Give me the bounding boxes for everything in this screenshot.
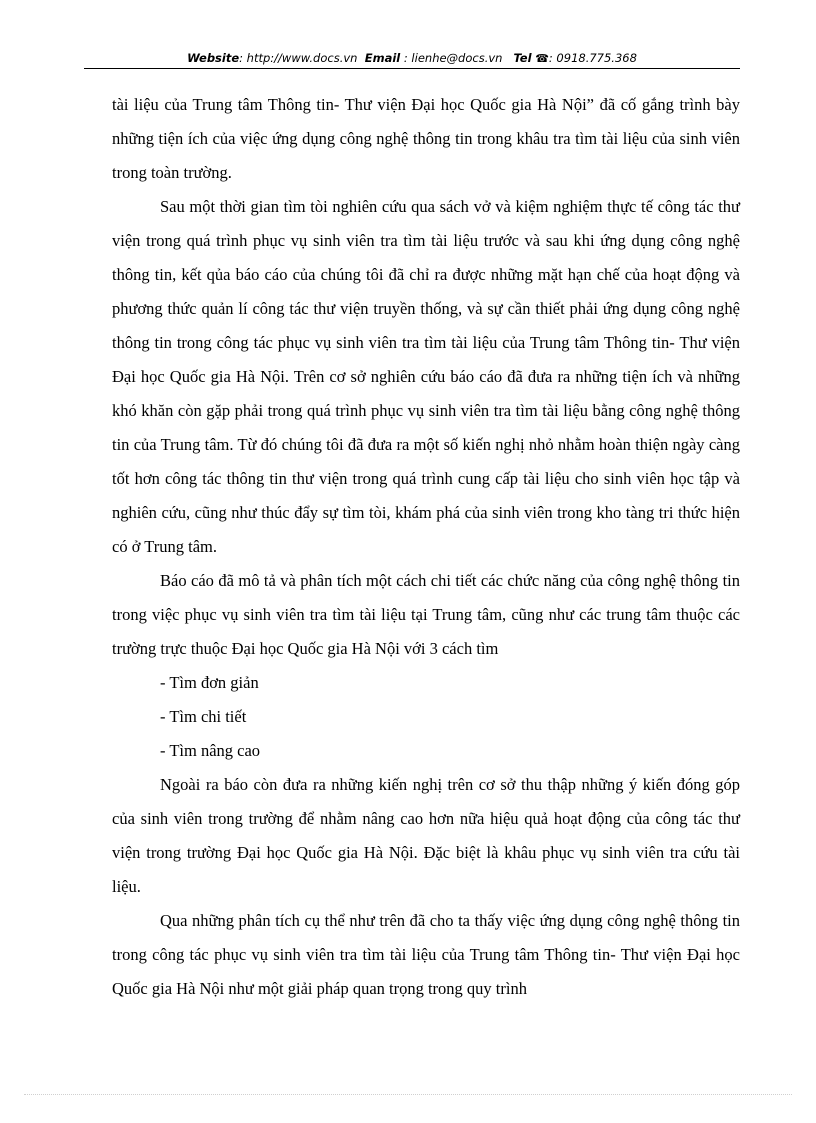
paragraph-4: Ngoài ra báo còn đưa ra những kiến nghị trên cơ sở thu thập những ý kiến đóng góp của sinh viên trong trường để nhằm nâng cao hơn nữa hiệu quả hoạt động của công tác thư viện trong trường Đại học Quốc gia Hà Nội. Đặc biệt là khâu phục vụ sinh viên tra cứu tài liệu. — [112, 775, 740, 896]
document-body — [112, 88, 740, 1006]
paragraph-3: Báo cáo đã mô tả và phân tích một cách chi tiết các chức năng của công nghệ thông tin trong việc phục vụ sinh viên tra tìm tài liệu tại Trung tâm, cũng như các trung tâm thuộc các trường trực thuộc Đại học Quốc gia Hà Nội với 3 cách tìm — [112, 571, 740, 658]
tel-label: Tel — [513, 51, 532, 65]
list-item-simple-search: - Tìm đơn giản — [160, 673, 259, 692]
footer-divider — [24, 1094, 792, 1095]
paragraph-5: Qua những phân tích cụ thể như trên đã cho ta thấy việc ứng dụng công nghệ thông tin trong công tác phục vụ sinh viên tra tìm tài liệu của Trung tâm Thông tin- Thư viện Đại học Quốc gia Hà Nội như một giải pháp quan trọng trong quy trình — [112, 911, 740, 998]
paragraph-1: tài liệu của Trung tâm Thông tin- Thư viện Đại học Quốc gia Hà Nội” đã cố gắng trình bày những tiện ích của việc ứng dụng công nghệ thông tin trong khâu tra tìm tài liệu của sinh viên trong toàn trường. — [112, 95, 740, 182]
list-item-detailed-search: - Tìm chi tiết — [160, 707, 247, 726]
phone-icon: ☎ — [535, 52, 549, 65]
list-item-advanced-search: - Tìm nâng cao — [160, 741, 261, 760]
website-label: Website — [187, 51, 240, 65]
tel-value: : 0918.775.368 — [548, 51, 637, 65]
paragraph-2: Sau một thời gian tìm tòi nghiên cứu qua sách vở và kiệm nghiệm thực tế công tác thư viện trong quá trình phục vụ sinh viên tra tìm tài liệu trước và sau khi ứng dụng công nghệ thông tin, kết qủa báo cáo của chúng tôi đã chỉ ra được những mặt hạn chế của hoạt động và phương thức quản lí công tác thư viện truyền thống, và sự cần thiết phải ứng dụng công nghệ thông tin trong công tác phục vụ sinh viên tra tìm tài liệu của Trung tâm Thông tin- Thư viện Đại học Quốc gia Hà Nội. Trên cơ sở nghiên cứu báo cáo đã đưa ra những tiện ích và những khó khăn còn gặp phải trong quá trình phục vụ sinh viên tra tìm tài liệu bằng công nghệ thông tin của Trung tâm. Từ đó chúng tôi đã đưa ra một số kiến nghị nhỏ nhằm hoàn thiện ngày càng tốt hơn công tác thông tin thư viện trong quá trình cung cấp tài liệu cho sinh viên học tập và nghiên cứu, cũng như thúc đẩy sự tìm tòi, khám phá của sinh viên trong kho tàng tri thức hiện có ở Trung tâm. — [112, 197, 740, 556]
website-value[interactable]: : http://www.docs.vn — [239, 51, 358, 65]
email-label: Email — [364, 51, 401, 65]
header-divider — [84, 68, 740, 69]
page-header — [84, 51, 740, 65]
email-value[interactable]: : lienhe@docs.vn — [403, 51, 503, 65]
